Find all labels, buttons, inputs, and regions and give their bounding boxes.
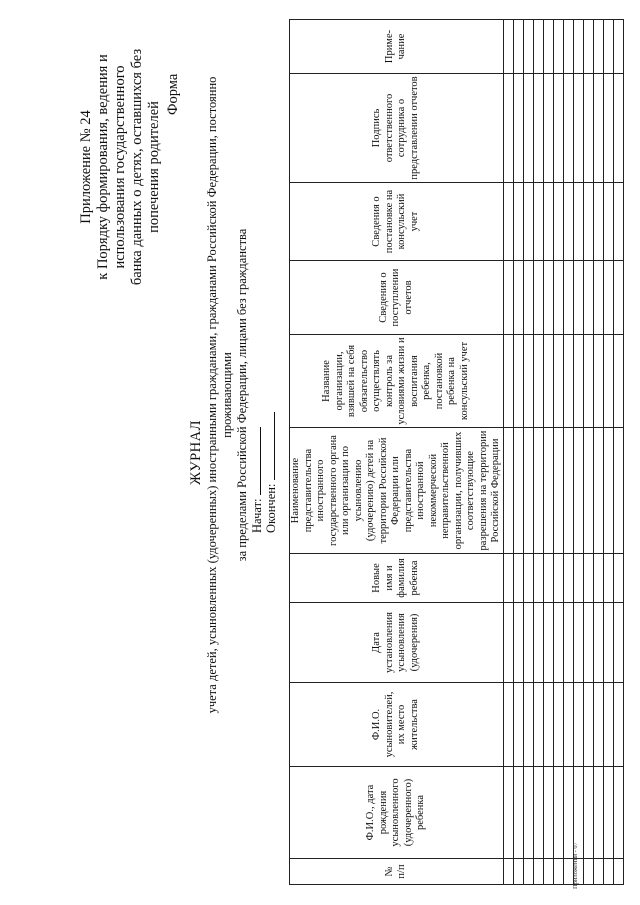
table-cell bbox=[543, 183, 553, 261]
table-cell bbox=[513, 767, 523, 859]
table-cell bbox=[603, 603, 613, 683]
table-cell bbox=[613, 859, 623, 885]
table-cell bbox=[593, 20, 603, 74]
table-cell bbox=[613, 261, 623, 335]
ended-row bbox=[264, 412, 278, 533]
table-cell bbox=[513, 20, 523, 74]
table-cell bbox=[613, 603, 623, 683]
table-cell bbox=[543, 74, 553, 183]
table-cell bbox=[533, 261, 543, 335]
appendix-line: Приложение № 24 bbox=[78, 110, 94, 224]
header-cell-adopters: Ф.И.О. усыновителей, их место жительства bbox=[290, 683, 504, 767]
table-cell bbox=[563, 683, 573, 767]
table-cell bbox=[513, 554, 523, 603]
table-cell bbox=[503, 261, 513, 335]
table-cell bbox=[573, 683, 583, 767]
table-cell bbox=[573, 74, 583, 183]
table-cell bbox=[573, 428, 583, 554]
table-cell bbox=[573, 335, 583, 428]
journal-subtitle-line: за пределами Российской Федерации, лицами без гражданства bbox=[235, 228, 249, 562]
header-cell-note: Приме-чание bbox=[290, 20, 504, 74]
table-cell bbox=[593, 603, 603, 683]
table-cell bbox=[593, 74, 603, 183]
table-cell bbox=[593, 767, 603, 859]
table-cell bbox=[533, 74, 543, 183]
appendix-line: попечения родителей bbox=[146, 101, 162, 233]
table-cell bbox=[533, 603, 543, 683]
header-cell-reports: Сведения о поступлении отчетов bbox=[290, 261, 504, 335]
table-cell bbox=[553, 428, 563, 554]
appendix-header bbox=[78, 47, 163, 287]
table-cell bbox=[593, 261, 603, 335]
table-cell bbox=[593, 428, 603, 554]
table-cell bbox=[603, 767, 613, 859]
table-cell bbox=[593, 859, 603, 885]
table-cell bbox=[513, 428, 523, 554]
journal-title: ЖУРНАЛ bbox=[188, 420, 204, 485]
started-row bbox=[250, 412, 264, 533]
table-cell bbox=[583, 603, 593, 683]
table-cell bbox=[503, 74, 513, 183]
page-footer: Приложения - 07 bbox=[572, 842, 579, 889]
table-row bbox=[563, 20, 573, 885]
journal-table bbox=[289, 19, 624, 885]
header-cell-control-org: Название организации, взявшей на себя обязательство осуществлять контроль за условиями жизни и воспитания ребенка, постановкой ребенка на консульский учет bbox=[290, 335, 504, 428]
table-cell bbox=[583, 767, 593, 859]
table-row bbox=[583, 20, 593, 885]
table-cell bbox=[603, 261, 613, 335]
table-row bbox=[603, 20, 613, 885]
table-cell bbox=[563, 428, 573, 554]
table-cell bbox=[583, 335, 593, 428]
table-cell bbox=[513, 74, 523, 183]
table-cell bbox=[533, 859, 543, 885]
table-cell bbox=[553, 859, 563, 885]
table-cell bbox=[603, 554, 613, 603]
table-cell bbox=[613, 767, 623, 859]
table-cell bbox=[553, 554, 563, 603]
table-cell bbox=[533, 767, 543, 859]
table-cell bbox=[523, 335, 533, 428]
table-cell bbox=[553, 603, 563, 683]
table-cell bbox=[533, 683, 543, 767]
table-cell bbox=[523, 20, 533, 74]
table-cell bbox=[503, 767, 513, 859]
table-cell bbox=[543, 603, 553, 683]
table-cell bbox=[603, 335, 613, 428]
table-row bbox=[593, 20, 603, 885]
table-cell bbox=[583, 74, 593, 183]
header-cell-representation: Наименование представительства иностранного государственного органа или организации по усыновлению (удочерению) детей на территории Российской Федерации или представительства иностранной некоммерческой неправительственной организации, получивших соответствующие разрешения на территории Российской Федерации bbox=[290, 428, 504, 554]
table-row bbox=[533, 20, 543, 885]
table-cell bbox=[523, 767, 533, 859]
table-cell bbox=[503, 554, 513, 603]
table-cell bbox=[503, 20, 513, 74]
table-cell bbox=[583, 261, 593, 335]
table-row bbox=[503, 20, 513, 885]
table-cell bbox=[523, 554, 533, 603]
table-cell bbox=[603, 183, 613, 261]
table-cell bbox=[513, 683, 523, 767]
table-cell bbox=[603, 20, 613, 74]
table-cell bbox=[533, 428, 543, 554]
table-cell bbox=[583, 428, 593, 554]
table-cell bbox=[613, 183, 623, 261]
table-cell bbox=[573, 261, 583, 335]
table-cell bbox=[503, 428, 513, 554]
table-row bbox=[613, 20, 623, 885]
ended-label: Окончен: bbox=[264, 483, 278, 533]
table-cell bbox=[543, 683, 553, 767]
table-cell bbox=[613, 20, 623, 74]
table-cell bbox=[503, 859, 513, 885]
started-line bbox=[250, 427, 261, 495]
header-cell-child: Ф.И.О., дата рождения усыновленного (удочеренного) ребенка bbox=[290, 767, 504, 859]
appendix-line: к Порядку формирования, ведения и bbox=[95, 54, 111, 280]
header-cell-consular: Сведения о постановке на консульский учет bbox=[290, 183, 504, 261]
table-cell bbox=[573, 603, 583, 683]
table-cell bbox=[543, 767, 553, 859]
table-cell bbox=[603, 859, 613, 885]
table-cell bbox=[563, 20, 573, 74]
table-cell bbox=[553, 261, 563, 335]
table-cell bbox=[523, 428, 533, 554]
table-cell bbox=[613, 428, 623, 554]
ended-line bbox=[264, 412, 275, 480]
table-row bbox=[573, 20, 583, 885]
table-cell bbox=[603, 683, 613, 767]
table-cell bbox=[563, 335, 573, 428]
table-cell bbox=[533, 335, 543, 428]
table-cell bbox=[503, 603, 513, 683]
table-cell bbox=[573, 20, 583, 74]
table-cell bbox=[503, 683, 513, 767]
header-cell-new-name: Новые имя и фамилия ребенка bbox=[290, 554, 504, 603]
table-cell bbox=[613, 554, 623, 603]
table-cell bbox=[543, 261, 553, 335]
journal-subtitle-line: учета детей, усыновленных (удочеренных) иностранными гражданами, гражданами Российской Федерации, постоянно проживающими bbox=[205, 76, 234, 714]
table-cell bbox=[513, 335, 523, 428]
table-cell bbox=[593, 335, 603, 428]
table-cell bbox=[583, 859, 593, 885]
table-cell bbox=[563, 603, 573, 683]
table-cell bbox=[513, 603, 523, 683]
table-cell bbox=[523, 683, 533, 767]
table-row bbox=[553, 20, 563, 885]
table-cell bbox=[543, 20, 553, 74]
table-cell bbox=[553, 767, 563, 859]
table-cell bbox=[503, 335, 513, 428]
table-cell bbox=[513, 183, 523, 261]
header-cell-signature: Подпись ответственного сотрудника о представлении отчетов bbox=[290, 74, 504, 183]
table-cell bbox=[543, 428, 553, 554]
table-cell bbox=[533, 183, 543, 261]
table-row bbox=[523, 20, 533, 885]
journal-subtitle bbox=[205, 45, 250, 745]
table-cell bbox=[583, 683, 593, 767]
table-cell bbox=[583, 554, 593, 603]
table-cell bbox=[593, 554, 603, 603]
table-cell bbox=[573, 183, 583, 261]
table-cell bbox=[533, 20, 543, 74]
table-cell bbox=[553, 74, 563, 183]
table-cell bbox=[553, 683, 563, 767]
table-cell bbox=[563, 183, 573, 261]
table-cell bbox=[543, 335, 553, 428]
table-cell bbox=[543, 554, 553, 603]
table-row bbox=[543, 20, 553, 885]
table-cell bbox=[613, 335, 623, 428]
journal-dates bbox=[250, 412, 278, 533]
table-cell bbox=[603, 428, 613, 554]
table-cell bbox=[513, 859, 523, 885]
appendix-line: использования государственного bbox=[112, 65, 128, 269]
header-cell-number: № п/п bbox=[290, 859, 504, 885]
table-cell bbox=[563, 261, 573, 335]
table-cell bbox=[593, 683, 603, 767]
table-cell bbox=[563, 554, 573, 603]
table-cell bbox=[553, 335, 563, 428]
table-cell bbox=[543, 859, 553, 885]
header-cell-adoption-date: Дата установления усыновления (удочерения) bbox=[290, 603, 504, 683]
appendix-line: банка данных о детях, оставшихся без bbox=[129, 48, 145, 286]
table-cell bbox=[523, 74, 533, 183]
table-cell bbox=[523, 859, 533, 885]
table-cell bbox=[603, 74, 613, 183]
table-cell bbox=[523, 261, 533, 335]
table-cell bbox=[553, 20, 563, 74]
table-cell bbox=[583, 20, 593, 74]
table-cell bbox=[573, 554, 583, 603]
table-row bbox=[513, 20, 523, 885]
table-header-row bbox=[290, 20, 504, 885]
table-cell bbox=[583, 183, 593, 261]
form-label: Форма bbox=[165, 73, 181, 115]
table-cell bbox=[533, 554, 543, 603]
table-cell bbox=[613, 74, 623, 183]
table-cell bbox=[563, 74, 573, 183]
started-label: Начат: bbox=[250, 498, 264, 533]
table-cell bbox=[523, 603, 533, 683]
table-cell bbox=[503, 183, 513, 261]
table-cell bbox=[593, 183, 603, 261]
table-cell bbox=[613, 683, 623, 767]
table-cell bbox=[523, 183, 533, 261]
table-cell bbox=[553, 183, 563, 261]
table-cell bbox=[513, 261, 523, 335]
